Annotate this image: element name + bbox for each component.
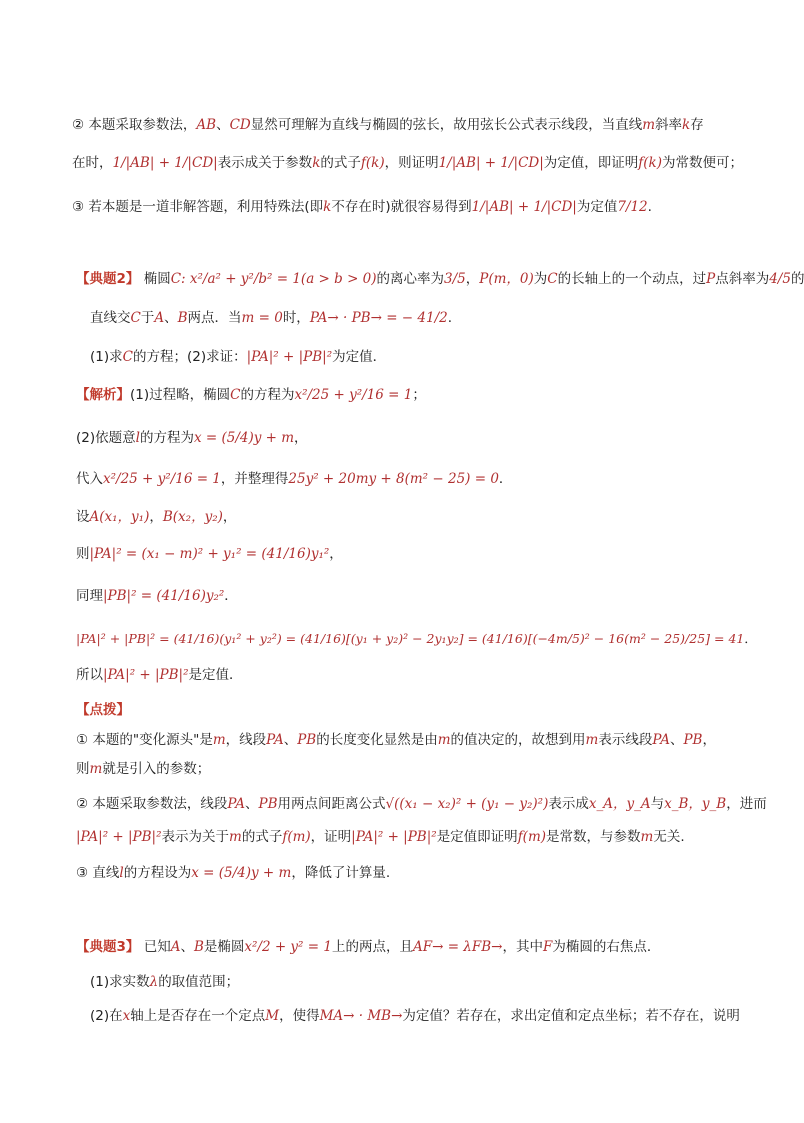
text-run: ，并整理得 xyxy=(220,470,289,487)
text-run: ， xyxy=(222,508,237,525)
text-run: ，其中 xyxy=(502,938,543,955)
math-expression: k xyxy=(312,154,321,171)
text-run: 为定值． xyxy=(332,348,387,365)
math-expression: 1/|AB| + 1/|CD| xyxy=(438,154,544,171)
text-run: ，使得 xyxy=(279,1007,320,1024)
math-expression: m xyxy=(89,760,103,777)
text-run: (2)依题意 xyxy=(76,429,136,446)
text-run: 为定值，即证明 xyxy=(543,154,639,171)
text-run: (1)求实数 xyxy=(90,973,150,990)
tip-3 xyxy=(76,863,390,883)
solution-pa xyxy=(76,544,343,564)
example-3-stem xyxy=(76,937,660,957)
solution-line-l xyxy=(76,428,308,448)
math-expression: k xyxy=(682,116,691,133)
text-run: ； xyxy=(412,386,426,403)
section-tag: 【解析】 xyxy=(76,386,130,403)
text-run: 的 xyxy=(790,270,804,287)
math-expression: A xyxy=(170,938,181,955)
text-run: ， xyxy=(702,731,716,748)
math-expression: m xyxy=(229,828,242,845)
math-expression: l xyxy=(119,864,124,881)
text-run: 、 xyxy=(245,795,259,812)
text-run: 的离心率为 xyxy=(376,270,445,287)
math-expression: A(x₁，y₁) xyxy=(89,508,150,525)
math-expression: |PA|² + |PB|² = (41/16)(y₁² + y₂²) = (41/16)[(y₁ + y₂)² − 2y₁y₂] = (41/16)[(−4m/5)² − 16(m² − 25)/25] = 41 xyxy=(76,630,745,646)
text-run: ． xyxy=(744,630,757,646)
text-run: 是定值即证明 xyxy=(436,828,518,845)
math-expression: f(m) xyxy=(282,828,311,845)
example-3-part-2 xyxy=(90,1006,740,1026)
text-run: . xyxy=(447,309,453,326)
math-expression: m = 0 xyxy=(241,309,283,326)
math-expression: x²/25 + y²/16 = 1 xyxy=(294,386,413,403)
text-run: ，线段 xyxy=(225,731,267,748)
tip-2-line-2 xyxy=(76,827,685,847)
text-run: 则 xyxy=(76,545,90,562)
solution-conclusion xyxy=(76,665,243,685)
note-3 xyxy=(72,197,652,217)
text-run: ③ 若本题是一道非解答题，利用特殊法(即 xyxy=(72,198,324,215)
text-run: 斜率 xyxy=(655,116,683,133)
text-run: . xyxy=(647,198,652,215)
math-expression: x xyxy=(122,1007,131,1024)
text-run: 、 xyxy=(180,938,194,955)
example-2-questions xyxy=(90,347,386,367)
text-run: ② 本题采取参数法，线段 xyxy=(76,795,228,812)
text-run: 的式子 xyxy=(241,828,283,845)
math-expression: PB xyxy=(297,731,317,748)
text-run: 两点．当 xyxy=(187,309,242,326)
text-run: ，则证明 xyxy=(384,154,439,171)
tip-1-line-2 xyxy=(76,759,210,779)
text-run: 表示线段 xyxy=(598,731,653,748)
math-expression: 7/12 xyxy=(617,198,648,215)
text-run: ，证明 xyxy=(310,828,352,845)
solution-pb xyxy=(76,586,238,606)
text-run: 的方程为 xyxy=(240,386,295,403)
text-run: 、 xyxy=(283,731,298,748)
text-run: 为常数便可； xyxy=(662,154,743,171)
math-expression: |PA|² + |PB|² xyxy=(76,828,162,845)
text-run: 时， xyxy=(282,309,310,326)
text-run: 显然可理解为直线与椭圆的弦长，故用弦长公式表示线段，当直线 xyxy=(250,116,643,133)
math-expression: PA→ · PB→ = − 41/2 xyxy=(309,309,448,326)
text-run: 的长轴上的一个动点，过 xyxy=(557,270,707,287)
text-run: 的长度变化显然是由 xyxy=(316,731,438,748)
text-run: 直线交 xyxy=(90,309,131,326)
text-run: 、 xyxy=(669,731,684,748)
math-expression: |PA|² + |PB|² xyxy=(351,828,437,845)
text-run: 表示为关于 xyxy=(161,828,230,845)
text-run: 、 xyxy=(216,116,230,133)
math-expression: x²/25 + y²/16 = 1 xyxy=(103,470,221,487)
math-expression: PA xyxy=(266,731,284,748)
text-run: 在时， xyxy=(72,154,113,171)
text-run: ③ 直线 xyxy=(76,864,120,881)
solution-substitute xyxy=(76,469,512,489)
text-run: (1)求 xyxy=(90,348,123,365)
math-expression: C: x²/a² + y²/b² = 1(a > b > 0) xyxy=(170,270,377,287)
text-run: 表示成关于参数 xyxy=(217,154,313,171)
math-expression: PA xyxy=(652,731,670,748)
text-run: 的方程设为 xyxy=(123,864,192,881)
math-expression: m xyxy=(437,731,451,748)
math-expression: 3/5 xyxy=(444,270,466,287)
text-run: 点斜率为 xyxy=(715,270,770,287)
text-run: 为定值 xyxy=(576,198,618,215)
text-run: 就是引入的参数； xyxy=(102,760,211,777)
math-expression: m xyxy=(642,116,656,133)
math-expression: PB xyxy=(258,795,278,812)
text-run: 的取值范围； xyxy=(158,973,240,990)
text-run: 存 xyxy=(690,116,704,133)
text-run: 于 xyxy=(140,309,155,326)
text-run: 已知 xyxy=(139,938,171,955)
math-expression: |PA|² + |PB|² xyxy=(103,666,189,683)
math-expression: P xyxy=(706,270,716,287)
math-expression: x_A，y_A xyxy=(588,795,651,812)
math-expression: 1/|AB| + 1/|CD| xyxy=(471,198,577,215)
math-expression: l xyxy=(135,429,140,446)
math-expression: √((x₁ − x₂)² + (y₁ − y₂)²) xyxy=(385,795,549,812)
math-expression: f(k) xyxy=(360,154,385,171)
text-run: 的值决定的，故想到用 xyxy=(450,731,586,748)
math-expression: B xyxy=(177,309,188,326)
math-expression: 1/|AB| + 1/|CD| xyxy=(112,154,218,171)
text-run: (1)过程略，椭圆 xyxy=(130,386,231,403)
text-run: 无关. xyxy=(653,828,685,845)
note-2-line-2 xyxy=(72,153,743,173)
math-expression: |PB|² = (41/16)y₂² xyxy=(103,587,225,604)
text-run: 的式子 xyxy=(320,154,361,171)
math-expression: |PA|² + |PB|² xyxy=(246,348,333,365)
example-3-part-1 xyxy=(90,972,239,992)
math-expression: PB xyxy=(683,731,703,748)
text-run: 为 xyxy=(533,270,548,287)
text-run: ， xyxy=(294,429,308,446)
solution-set-points xyxy=(76,507,236,527)
math-expression: m xyxy=(212,731,226,748)
math-expression: PA xyxy=(227,795,245,812)
math-expression: P(m，0) xyxy=(479,270,534,287)
math-expression: k xyxy=(323,198,332,215)
text-run: 的方程；(2)求证： xyxy=(132,348,247,365)
math-expression: m xyxy=(585,731,599,748)
solution-part-1 xyxy=(76,385,426,405)
text-run: 用两点间距离公式 xyxy=(277,795,386,812)
section-tag: 【典题3】 xyxy=(76,938,140,955)
text-run: 表示成 xyxy=(548,795,589,812)
text-run: ， xyxy=(465,270,480,287)
note-2-line-1 xyxy=(72,115,704,135)
math-expression: λ xyxy=(149,973,159,990)
math-expression: AB xyxy=(196,116,217,133)
text-run: 上的两点，且 xyxy=(331,938,413,955)
text-run: 轴上是否存在一个定点 xyxy=(130,1007,266,1024)
text-run: ，进而 xyxy=(726,795,767,812)
solution-sum xyxy=(76,629,757,649)
example-2-stem-line-1 xyxy=(76,269,804,289)
text-run: 为椭圆的右焦点． xyxy=(552,938,661,955)
math-expression: |PA|² = (x₁ − m)² + y₁² = (41/16)y₁² xyxy=(89,545,330,562)
text-run: 设 xyxy=(76,508,90,525)
section-tag: 【点拨】 xyxy=(76,701,130,718)
text-run: 为定值？若存在，求出定值和定点坐标；若不存在，说明 xyxy=(402,1007,740,1024)
text-run: 所以 xyxy=(76,666,103,683)
math-expression: C xyxy=(122,348,133,365)
math-expression: M xyxy=(265,1007,280,1024)
tip-2-line-1 xyxy=(76,794,767,814)
text-run: 与 xyxy=(650,795,665,812)
math-expression: B xyxy=(193,938,204,955)
math-expression: C xyxy=(230,386,241,403)
text-run: 不存在时)就很容易得到 xyxy=(331,198,472,215)
text-run: ，降低了计算量. xyxy=(291,864,391,881)
math-expression: x_B，y_B xyxy=(664,795,727,812)
text-run: 代入 xyxy=(76,470,103,487)
math-expression: x = (5/4)y + m xyxy=(191,864,292,881)
math-expression: AF→ = λFB→ xyxy=(412,938,503,955)
math-expression: f(k) xyxy=(638,154,662,171)
math-expression: C xyxy=(547,270,558,287)
text-run: ， xyxy=(149,508,163,525)
math-expression: 25y² + 20my + 8(m² − 25) = 0 xyxy=(288,470,499,487)
math-expression: f(m) xyxy=(517,828,547,845)
math-expression: CD xyxy=(229,116,251,133)
text-run: 的方程为 xyxy=(139,429,194,446)
math-expression: A xyxy=(154,309,165,326)
math-expression: 4/5 xyxy=(769,270,791,287)
text-run: ， xyxy=(329,545,343,562)
math-expression: x²/2 + y² = 1 xyxy=(244,938,332,955)
math-expression: F xyxy=(542,938,553,955)
math-expression: MA→ · MB→ xyxy=(319,1007,403,1024)
tips-heading xyxy=(76,700,130,720)
text-run: (2)在 xyxy=(90,1007,123,1024)
section-tag: 【典题2】 xyxy=(76,270,140,287)
text-run: ② 本题采取参数法， xyxy=(72,116,197,133)
tip-1-line-1 xyxy=(76,730,716,750)
math-expression: x = (5/4)y + m xyxy=(193,429,295,446)
text-run: 同理 xyxy=(76,587,103,604)
text-run: 则 xyxy=(76,760,90,777)
text-run: 是常数，与参数 xyxy=(546,828,641,845)
text-run: ① 本题的"变化源头"是 xyxy=(76,731,213,748)
text-run: 是椭圆 xyxy=(203,938,245,955)
math-expression: m xyxy=(640,828,654,845)
text-run: 是定值． xyxy=(188,666,243,683)
example-2-stem-line-2 xyxy=(90,308,452,328)
text-run: ． xyxy=(498,470,513,487)
math-expression: C xyxy=(130,309,141,326)
text-run: ． xyxy=(224,587,238,604)
math-expression: B(x₂，y₂) xyxy=(162,508,223,525)
text-run: 椭圆 xyxy=(139,270,171,287)
text-run: 、 xyxy=(164,309,178,326)
